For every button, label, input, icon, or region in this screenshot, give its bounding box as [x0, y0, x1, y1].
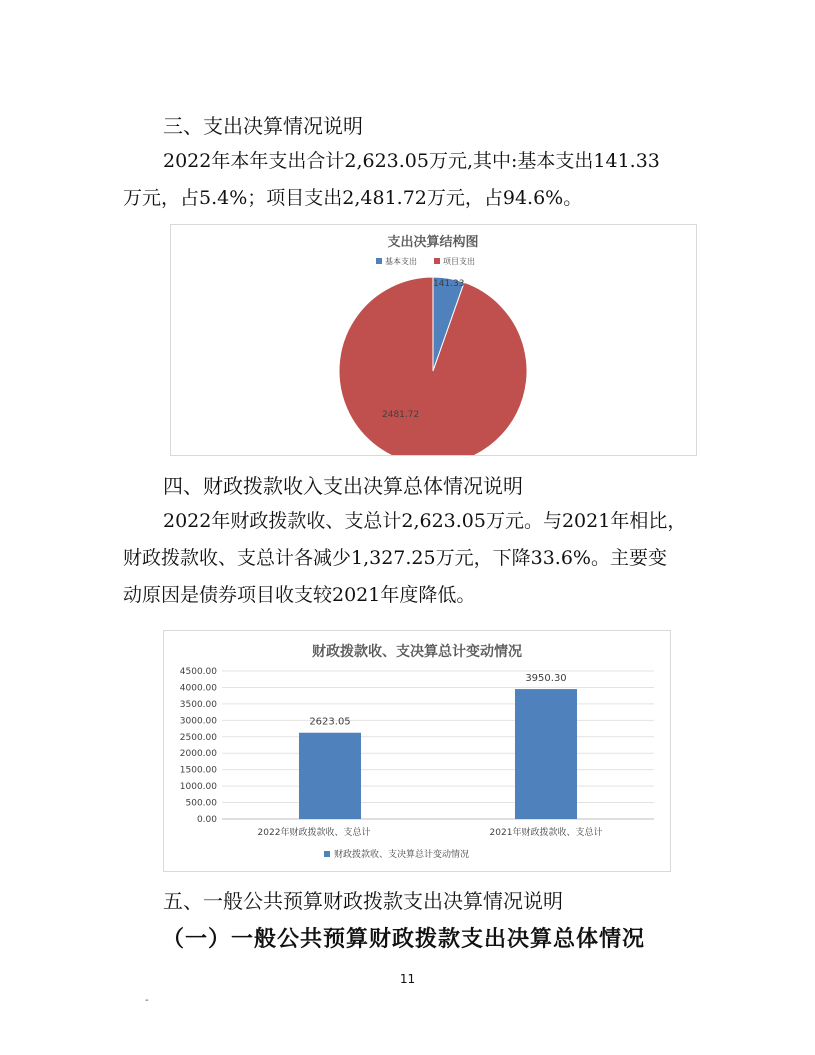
section3-line-2: 万元，占5.4%；项目支出2,481.72万元，占94.6%。: [123, 187, 583, 209]
pie-label-project: 2481.72: [382, 410, 420, 420]
pie-legend-swatch-project: [434, 258, 440, 264]
section4-line-2: 财政拨款收、支总计各减少1,327.25万元，下降33.6%。主要变: [123, 547, 667, 569]
bar-1: [515, 689, 577, 819]
bar-legend-label: 财政拨款收、支决算总计变动情况: [334, 850, 470, 860]
section4-line-3: 动原因是债券项目收支较2021年度降低。: [123, 584, 476, 606]
bar-ytick-label: 2000.00: [179, 749, 217, 760]
pie-chart-svg: [171, 225, 696, 455]
bar-xlabel-2021: 2021年财政拨款收、支总计: [489, 828, 603, 838]
bar-chart: [163, 630, 671, 872]
bar-chart-svg: [164, 631, 670, 871]
bar-ytick-label: 2500.00: [179, 732, 217, 743]
bar-value-label-1: 3950.30: [525, 673, 567, 685]
bar-ytick-label: 0.00: [196, 815, 217, 825]
section4-heading: 四、财政拨款收入支出决算总体情况说明: [163, 474, 523, 498]
bar-ytick-label: 4000.00: [179, 683, 217, 694]
bar-xlabel-2022: 2022年财政拨款收、支总计: [257, 828, 371, 838]
section5-heading: 五、一般公共预算财政拨款支出决算情况说明: [163, 889, 563, 913]
section4-line-1: 2022年财政拨款收、支总计2,623.05万元。与2021年相比，: [163, 510, 687, 532]
bar-ytick-label: 1500.00: [179, 765, 217, 776]
footer-mark: -: [145, 995, 149, 1006]
bar-ytick-label: 3000.00: [179, 716, 217, 727]
pie-label-basic: 141.33: [433, 279, 465, 289]
page-number: 11: [399, 972, 416, 986]
bar-ytick-label: 3500.00: [179, 699, 217, 710]
pie-chart: [170, 224, 697, 456]
pie-legend-swatch-basic: [376, 258, 382, 264]
section5-subheading: （一）一般公共预算财政拨款支出决算总体情况: [162, 927, 646, 952]
section3-line-1: 2022年本年支出合计2,623.05万元,其中:基本支出141.33: [163, 150, 660, 172]
bar-ytick-label: 500.00: [185, 798, 217, 809]
bar-value-label-0: 2623.05: [309, 716, 351, 728]
bar-ytick-label: 4500.00: [179, 667, 217, 677]
bar-legend-swatch: [324, 851, 330, 857]
bar-ytick-label: 1000.00: [179, 782, 217, 793]
section3-heading: 三、支出决算情况说明: [163, 114, 363, 138]
pie-slice-project: [339, 277, 527, 455]
section4-paragraph: [123, 503, 703, 614]
pie-title: 支出决算结构图: [387, 235, 479, 250]
bar-title: 财政拨款收、支决算总计变动情况: [312, 644, 522, 660]
pie-legend-basic: 基本支出: [385, 257, 417, 266]
section3-paragraph: [123, 143, 703, 217]
pie-legend-project: 项目支出: [443, 257, 475, 266]
bar-0: [299, 733, 361, 819]
